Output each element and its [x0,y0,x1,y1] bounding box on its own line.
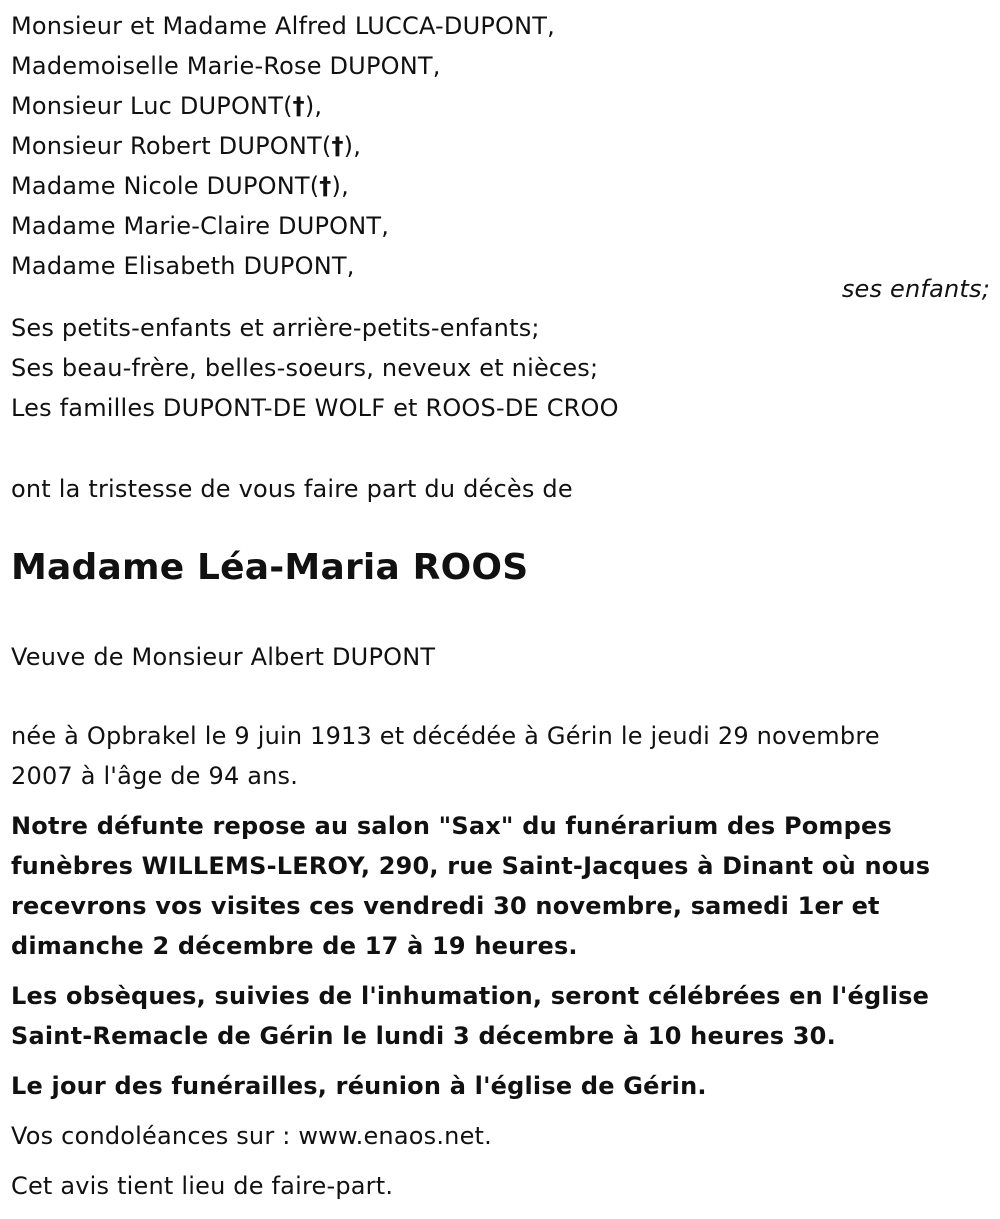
dagger-icon: † [331,132,344,160]
child-name: Madame Nicole DUPONT [11,172,310,200]
dagger-icon: † [292,92,305,120]
visitation-line-1: Notre défunte repose au salon "Sax" du funérarium des Pompes [11,812,892,840]
funeral-line-2: Saint-Remacle de Gérin le lundi 3 décembre à 10 heures 30. [11,1022,836,1050]
child-entry [11,90,322,122]
open-paren: ( [321,132,332,160]
closing-text: Cet avis tient lieu de faire-part. [11,1172,394,1200]
child-name: Madame Elisabeth DUPONT, [11,252,355,280]
deceased-name: Madame Léa-Maria ROOS [11,547,529,588]
condolences-text: Vos condoléances sur : www.enaos.net. [11,1122,492,1150]
child-entry [11,130,361,162]
visitation-line-3: recevrons vos visites ces vendredi 30 novembre, samedi 1er et [11,892,880,920]
child-entry [11,210,389,242]
visitation-line-4: dimanche 2 décembre de 17 à 19 heures. [11,932,578,960]
announcement-text: ont la tristesse de vous faire part du décès de [11,475,573,503]
funeral-line-1: Les obsèques, suivies de l'inhumation, seront célébrées en l'église [11,982,930,1010]
child-name: Madame Marie-Claire DUPONT, [11,212,390,240]
child-entry [11,170,349,202]
relatives-families: Les familles DUPONT-DE WOLF et ROOS-DE CROO [11,394,619,422]
child-name: Monsieur Robert DUPONT [11,132,322,160]
child-name: Monsieur Luc DUPONT [11,92,284,120]
open-paren: ( [309,172,320,200]
close-paren: ), [343,132,362,160]
birth-death-line-2: 2007 à l'âge de 94 ans. [11,762,299,790]
child-entry [11,10,555,42]
relatives-grandchildren: Ses petits-enfants et arrière-petits-enfants; [11,314,540,342]
child-name: Monsieur et Madame Alfred LUCCA-DUPONT, [11,12,555,40]
child-entry [11,250,355,282]
children-label: ses enfants; [841,275,990,303]
child-name: Mademoiselle Marie-Rose DUPONT, [11,52,441,80]
close-paren: ), [304,92,323,120]
meeting-text: Le jour des funérailles, réunion à l'église de Gérin. [11,1072,707,1100]
relatives-in-laws: Ses beau-frère, belles-soeurs, neveux et nièces; [11,354,599,382]
close-paren: ), [331,172,349,200]
open-paren: ( [283,92,293,120]
widow-of-text: Veuve de Monsieur Albert DUPONT [11,643,436,671]
birth-death-line-1: née à Opbrakel le 9 juin 1913 et décédée à Gérin le jeudi 29 novembre [11,722,880,750]
child-entry [11,50,441,82]
visitation-line-2: funèbres WILLEMS-LEROY, 290, rue Saint-Jacques à Dinant où nous [11,852,931,880]
dagger-icon: † [319,172,332,200]
